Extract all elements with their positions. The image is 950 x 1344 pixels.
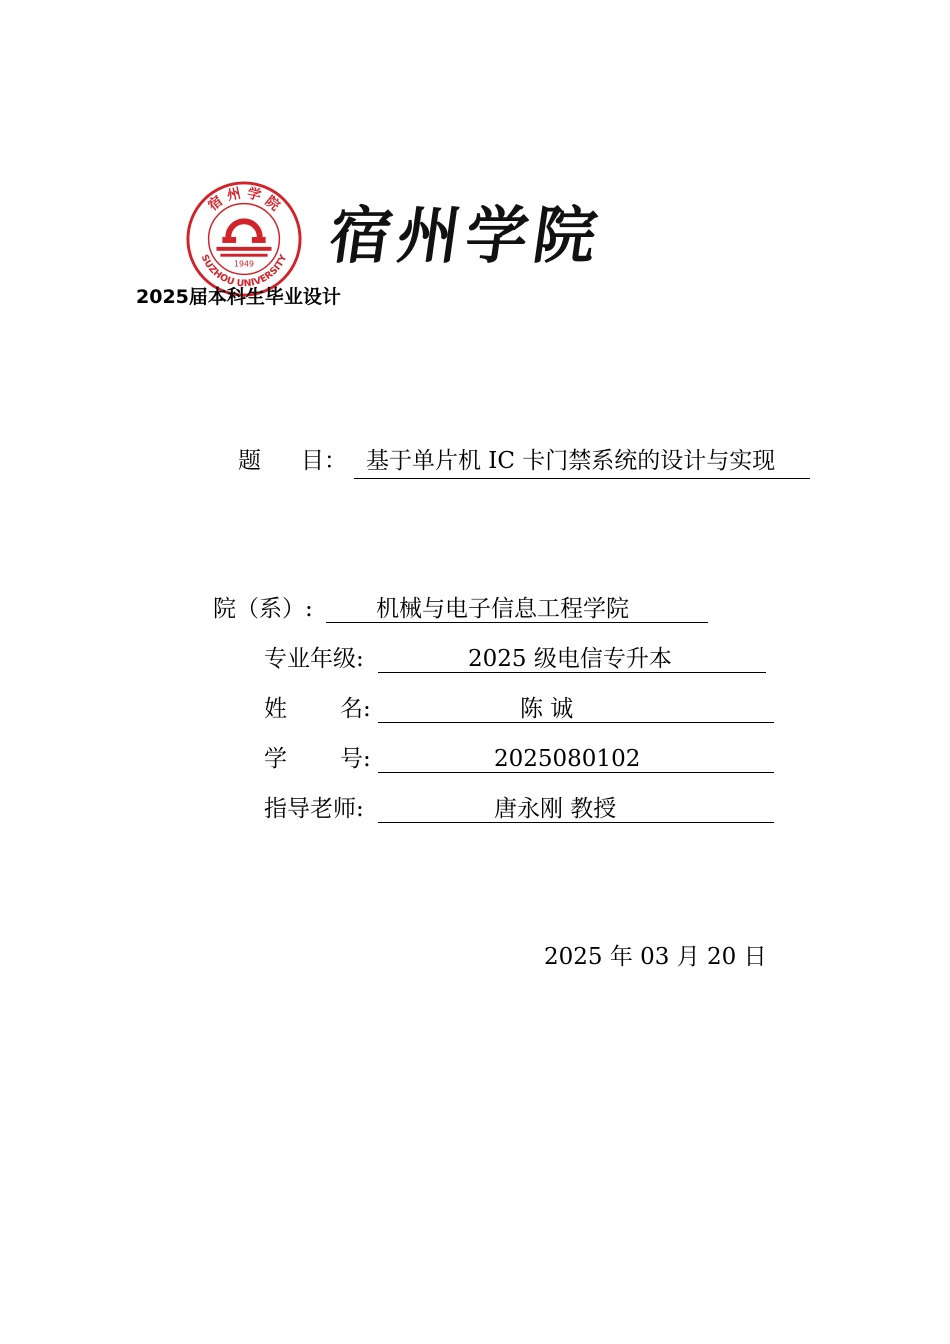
student-id-value: 2025080102 xyxy=(494,746,641,772)
major-value: 2025 级电信专升本 xyxy=(468,646,672,672)
name-underline xyxy=(378,692,774,723)
title-label xyxy=(238,444,347,478)
major-label: 专业年级: xyxy=(264,646,364,672)
department-label: 院（系）: xyxy=(213,596,313,622)
thesis-title: 基于单片机 IC 卡门禁系统的设计与实现 xyxy=(354,444,810,479)
school-name: 宿州学院 xyxy=(324,199,608,272)
submission-date: 2025 年 03 月 20 日 xyxy=(544,944,767,970)
student-id-label-b: 号: xyxy=(340,746,371,772)
department-value: 机械与电子信息工程学院 xyxy=(376,596,629,622)
advisor-value: 唐永刚 教授 xyxy=(494,796,617,822)
university-seal-logo xyxy=(185,180,303,298)
name-value: 陈 诚 xyxy=(520,696,574,722)
title-label-b: 目： xyxy=(301,448,347,474)
seal-year: 1949 xyxy=(233,259,255,269)
student-id-label-a: 学 xyxy=(264,746,287,772)
name-label-a: 姓 xyxy=(264,696,287,722)
name-label-b: 名: xyxy=(340,696,371,722)
seal-bottom-text: SUZHOU UNIVERSITY xyxy=(198,253,290,290)
title-label-a: 题 xyxy=(238,448,261,474)
advisor-label: 指导老师: xyxy=(264,796,364,822)
thesis-year-label: 2025届本科生毕业设计 xyxy=(136,286,341,308)
seal-top-text: 宿 州 学 院 xyxy=(205,185,283,215)
